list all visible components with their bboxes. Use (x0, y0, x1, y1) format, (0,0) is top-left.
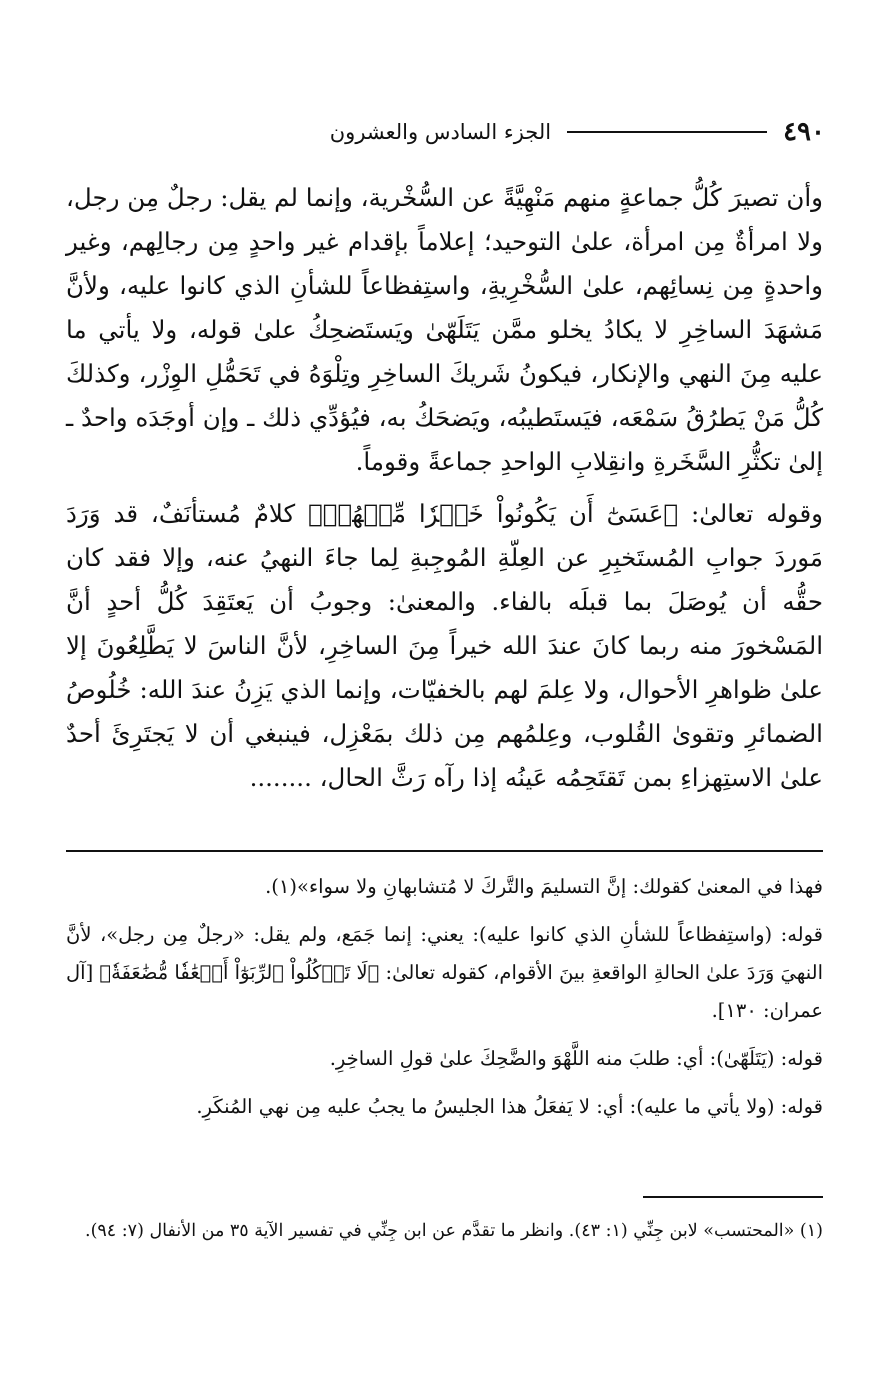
note-1: فهذا في المعنىٰ كقولك: إنَّ التسليمَ والتَّركَ لا مُتشابهانِ ولا سواء»(١). (265, 875, 823, 898)
note-3: قوله: (يَتَلَهّىٰ): أي: طلبَ منه اللَّهْوَ والضَّحِكَ علىٰ قولِ الساخِرِ. (329, 1047, 823, 1070)
page-header (30, 112, 825, 152)
body-paragraph-2: وقوله تعالىٰ: ﴿عَسَىٰٓ أَن يَكُونُواْ خَيۡرٗا مِّنۡهُمۡ﴾ كلامٌ مُستأنَفٌ، قد وَرَدَ مَوردَ جوابِ المُستَخبِرِ عن العِلّةِ المُوجِبةِ لِما جاءَ النهيُ عنه، وإلا فقد كان حقُّه أن يُوصَلَ بما قبلَه بالفاء. والمعنىٰ: وجوبُ أن يَعتَقِدَ كُلُّ أحدٍ أنَّ المَسْخورَ منه ربما كانَ عندَ الله خيراً مِنَ الساخِرِ، لأنَّ الناسَ لا يَطَّلِعُونَ إلا علىٰ ظواهرِ الأحوال، ولا عِلمَ لهم بالخفيّات، وإنما الذي يَزِنُ عندَ الله: خُلُوصُ الضمائرِ وتقوىٰ القُلوب، وعِلمُهم مِن ذلك بمَعْزِل، فينبغي أن لا يَجتَرِئَ أحدٌ علىٰ الاستِهزاءِ بمن تَقتَحِمُه عَينُه إذا رآه رَثَّ الحال، ........ (66, 499, 823, 792)
text-separator-rule (66, 850, 823, 852)
note-2: قوله: (واستِفظاعاً للشأنِ الذي كانوا عليه): يعني: إنما جَمَع، ولم يقل: «رجلٌ مِن رجل»، لأنَّ النهيَ وَرَدَ علىٰ الحالةِ الواقعةِ بينَ الأقوام، كقوله تعالىٰ: ﴿لَا تَأۡكُلُواْ ٱلرِّبَوٰٓاْ أَضۡعَٰفٗا مُّضَٰعَفَةٗ﴾ [آل عمران: ١٣٠]. (66, 923, 823, 1022)
footnote-separator-rule (643, 1196, 823, 1198)
footnote: (١) «المحتسب» لابن جِنِّي (١: ٤٣). وانظر ما تقدَّم عن ابن جِنِّي في تفسير الآية ٣٥ من الأنفال (٧: ٩٤). (85, 1221, 823, 1241)
main-text (66, 176, 823, 800)
note-4: قوله: (ولا يأتي ما عليه): أي: لا يَفعَلُ هذا الجليسُ ما يجبُ عليه مِن نهي المُنكَرِ. (196, 1095, 823, 1118)
commentary-notes (66, 868, 823, 1126)
body-paragraph-1: وأن تصيرَ كُلُّ جماعةٍ منهم مَنْهِيَّةً عن السُّخْرية، وإنما لم يقل: رجلٌ مِن رجل، ولا امرأةٌ مِن امرأة، علىٰ التوحيد؛ إعلاماً بإقدام غير واحدٍ مِن رجالِهم، وغير واحدةٍ مِن نِسائِهم، علىٰ السُّخْرِيةِ، واستِفظاعاً للشأنِ الذي كانوا عليه، ولأنَّ مَشهَدَ الساخِرِ لا يكادُ يخلو ممَّن يَتَلَهّىٰ ويَستَضحِكُ علىٰ قوله، ولا يأتي ما عليه مِنَ النهي والإنكار، فيكونُ شَريكَ الساخِرِ وتِلْوَهُ في تَحَمُّلِ الوِزْر، وكذلكَ كُلُّ مَنْ يَطرُقُ سَمْعَه، فيَستَطيبُه، ويَضحَكُ به، فيُؤدِّي ذلك ـ وإن أوجَدَه واحدٌ ـ إلىٰ تكثُّرِ السَّخَرةِ وانقِلابِ الواحدِ جماعةً وقوماً. (66, 183, 823, 476)
page-number: ٤٩٠ (783, 117, 825, 147)
header-rule (567, 131, 767, 133)
running-title: الجزء السادس والعشرون (329, 120, 552, 144)
